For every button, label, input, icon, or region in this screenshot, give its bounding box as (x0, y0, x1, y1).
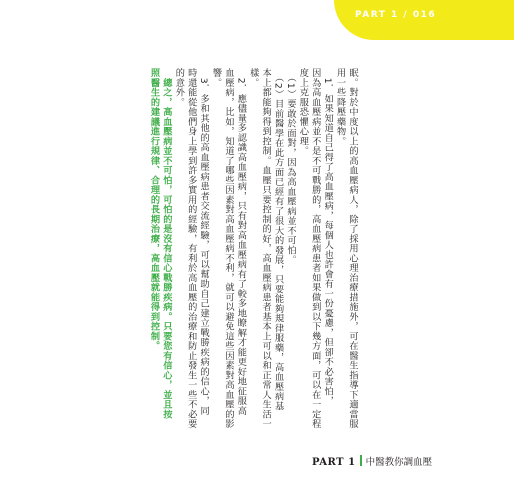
text-line: 3．多和其他的高血壓病患者交流經驗，可以幫助自己建立戰勝疾病的信心，同 (198, 68, 210, 416)
text-line: 因為高血壓病並不是不可戰勝的，高血壓病患者如果做到以下幾方面，可以在一定程 (309, 68, 321, 429)
page-footer (312, 454, 432, 468)
text-line: 本上都能夠得到控制。血壓只要控制的好，高血壓病患者基本上可以和正常人生活一 (260, 68, 272, 429)
text-line: 度上克服恐懼心理。 (297, 68, 309, 156)
text-line: 響。 (210, 68, 222, 88)
text-line: 眠。對於中度以上的高血壓病人，除了採用心理治療措施外，可在醫生指導下適當服 (347, 68, 358, 429)
footer-chapter-title: 中醫教你調血壓 (365, 457, 433, 468)
part-tab (334, 0, 514, 40)
footer-divider (360, 455, 362, 466)
highlight-line: 總之，高血壓病並不可怕，可怕的是沒有信心戰勝疾病。只要您有信心，並且按 (160, 68, 172, 419)
text-line: 時還能從他們身上學到許多實用的經驗，有利於高血壓的治療和防止發生一些不必要 (185, 68, 197, 429)
text-line: 樣。 (247, 68, 259, 88)
text-line: 用一些降壓藥物。 (334, 68, 346, 146)
body-text (146, 68, 358, 429)
text-line: （1）要敢於面對，因為高血壓病並不可怕。 (284, 68, 296, 265)
text-line: 2．應儘量多認識高血壓病，只有對高血壓病有了較多地瞭解才能更好地征服高 (235, 68, 247, 416)
text-line: 1．如果知道自己得了高血壓病，每個人也許會有一份憂慮，但卻不必害怕， (322, 68, 334, 406)
text-line: （2）目前醫學在此方面已經有了很大的發展，只要能夠規律服藥，高血壓病基 (272, 68, 284, 412)
text-line: 的意外。 (173, 68, 185, 107)
text-line: 血壓病，比如，知道了哪些因素對高血壓病不利，就可以避免這些因素對高血壓的影 (222, 68, 234, 429)
highlight-line: 照醫生的建議進行規律、合理的長期治療，高血壓就能得到控制。 (148, 68, 160, 351)
part-page-label: PART 1 / 016 (355, 10, 437, 20)
footer-part-label: PART 1 (312, 457, 356, 468)
